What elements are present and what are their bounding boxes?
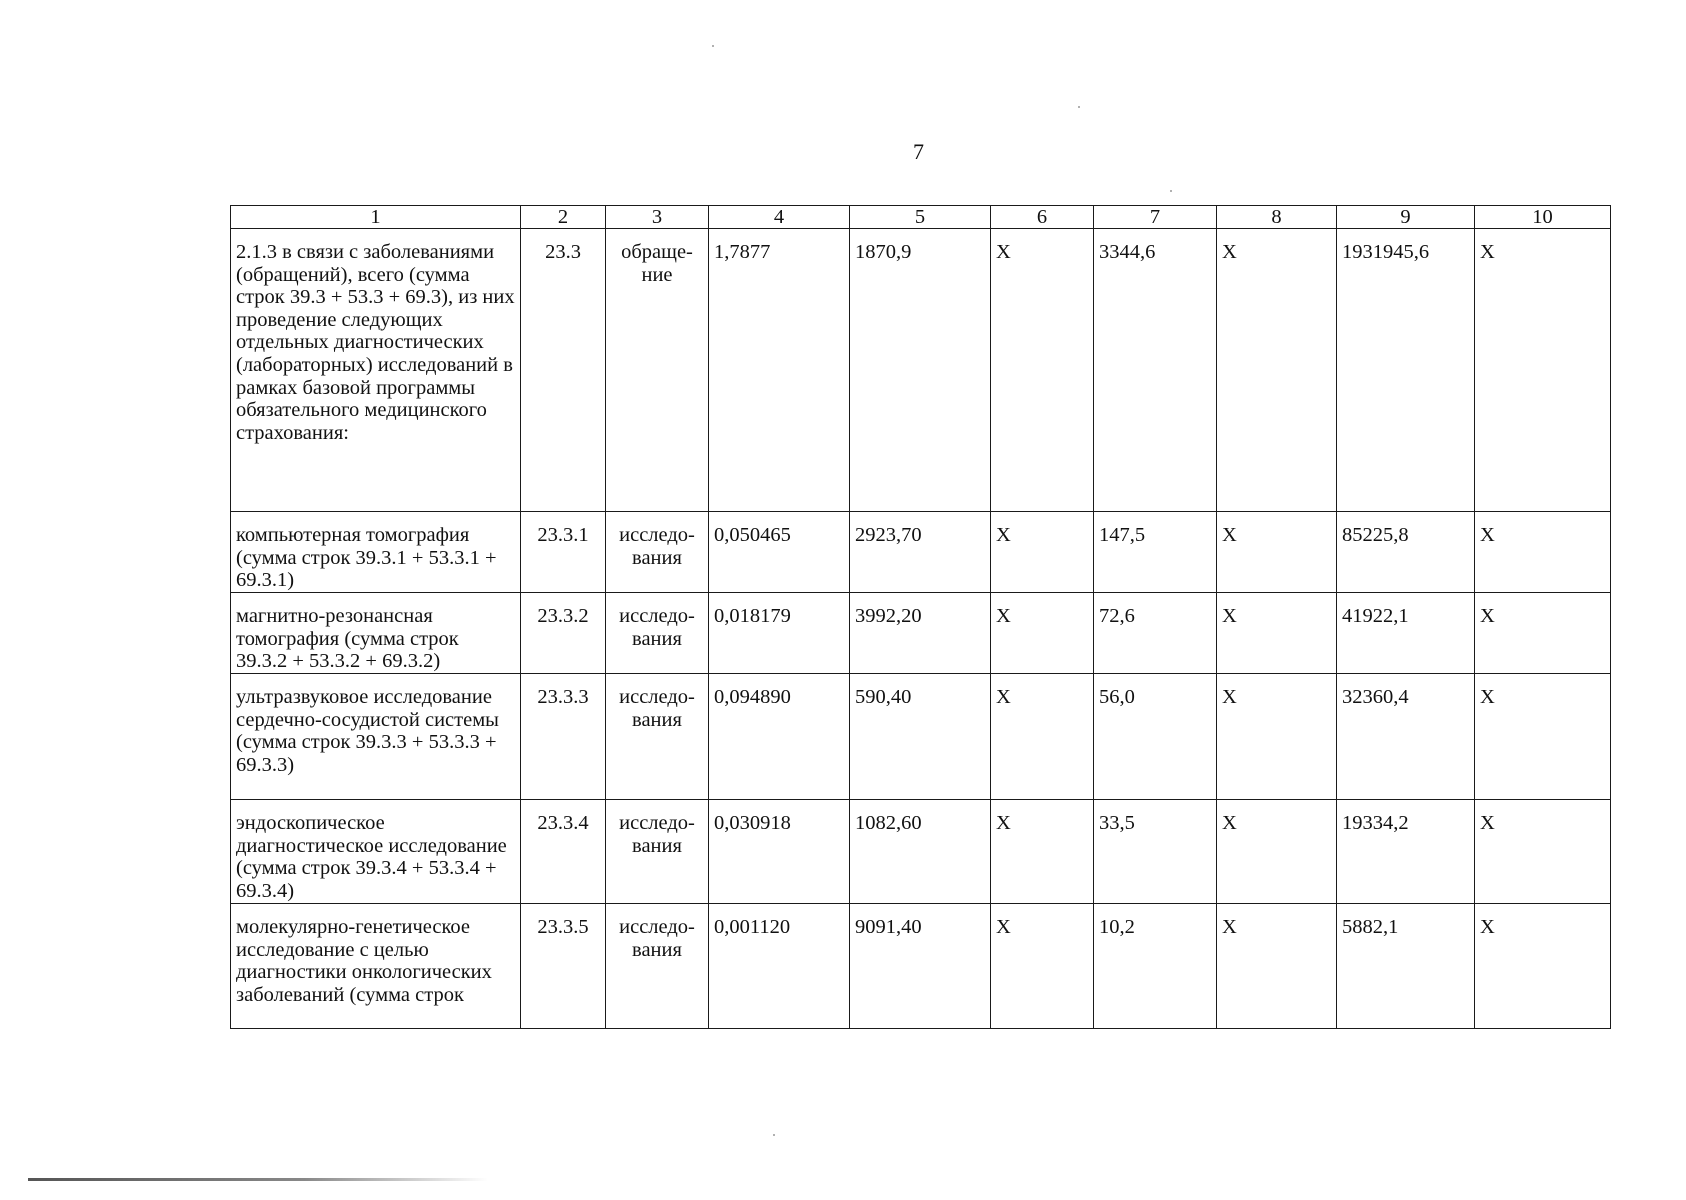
column-header-2: 2 xyxy=(521,206,606,229)
row-col5: 590,40 xyxy=(850,674,991,800)
row-col6: X xyxy=(991,800,1094,904)
data-table xyxy=(230,205,1611,1029)
row-col8: X xyxy=(1217,800,1337,904)
row-col6: X xyxy=(991,904,1094,1029)
row-col4: 0,018179 xyxy=(709,593,850,674)
column-header-3: 3 xyxy=(606,206,709,229)
scan-artifact-line xyxy=(28,1178,488,1181)
table-row xyxy=(231,674,1611,800)
row-code: 23.3.3 xyxy=(521,674,606,800)
row-col9: 1931945,6 xyxy=(1337,229,1475,512)
row-col9: 32360,4 xyxy=(1337,674,1475,800)
row-col7: 147,5 xyxy=(1094,512,1217,593)
row-col4: 0,050465 xyxy=(709,512,850,593)
row-col4: 0,030918 xyxy=(709,800,850,904)
column-header-9: 9 xyxy=(1337,206,1475,229)
table-row xyxy=(231,904,1611,1029)
column-header-10: 10 xyxy=(1475,206,1611,229)
row-col4: 0,001120 xyxy=(709,904,850,1029)
row-code: 23.3.5 xyxy=(521,904,606,1029)
row-unit: исследо-вания xyxy=(606,904,709,1029)
row-code: 23.3.4 xyxy=(521,800,606,904)
row-name: магнитно-резонансная томография (сумма строк 39.3.2 + 53.3.2 + 69.3.2) xyxy=(231,593,521,674)
row-col6: X xyxy=(991,674,1094,800)
row-col4: 1,7877 xyxy=(709,229,850,512)
column-header-7: 7 xyxy=(1094,206,1217,229)
scan-speck xyxy=(712,45,714,47)
row-col7: 33,5 xyxy=(1094,800,1217,904)
row-col10: X xyxy=(1475,800,1611,904)
row-col10: X xyxy=(1475,229,1611,512)
row-col9: 41922,1 xyxy=(1337,593,1475,674)
row-col5: 1870,9 xyxy=(850,229,991,512)
table-row xyxy=(231,229,1611,512)
scan-speck xyxy=(1170,190,1172,192)
row-col7: 3344,6 xyxy=(1094,229,1217,512)
row-name: 2.1.3 в связи с заболеваниями (обращений), всего (сумма строк 39.3 + 53.3 + 69.3), из них проведение следующих отдельных диагностических (лабораторных) исследований в рамках базовой программы обязательного медицинского страхования: xyxy=(231,229,521,512)
row-unit: исследо-вания xyxy=(606,512,709,593)
table-header xyxy=(231,206,1611,229)
scan-speck xyxy=(773,1134,775,1136)
row-name: эндоскопическое диагностическое исследование (сумма строк 39.3.4 + 53.3.4 + 69.3.4) xyxy=(231,800,521,904)
row-col7: 72,6 xyxy=(1094,593,1217,674)
row-col10: X xyxy=(1475,593,1611,674)
row-col10: X xyxy=(1475,512,1611,593)
row-col6: X xyxy=(991,229,1094,512)
row-name: ультразвуковое исследование сердечно-сосудистой системы (сумма строк 39.3.3 + 53.3.3 + 69.3.3) xyxy=(231,674,521,800)
row-col8: X xyxy=(1217,904,1337,1029)
row-col8: X xyxy=(1217,512,1337,593)
row-col8: X xyxy=(1217,674,1337,800)
column-header-6: 6 xyxy=(991,206,1094,229)
row-unit: обраще-ние xyxy=(606,229,709,512)
row-col5: 9091,40 xyxy=(850,904,991,1029)
row-col9: 85225,8 xyxy=(1337,512,1475,593)
row-col6: X xyxy=(991,512,1094,593)
row-col4: 0,094890 xyxy=(709,674,850,800)
row-name: молекулярно-генетическое исследование с целью диагностики онкологических заболеваний (сумма строк xyxy=(231,904,521,1029)
column-header-8: 8 xyxy=(1217,206,1337,229)
table-header-row xyxy=(231,206,1611,229)
row-col10: X xyxy=(1475,904,1611,1029)
table-row xyxy=(231,512,1611,593)
row-col9: 5882,1 xyxy=(1337,904,1475,1029)
row-unit: исследо-вания xyxy=(606,674,709,800)
row-col7: 56,0 xyxy=(1094,674,1217,800)
row-name: компьютерная томография (сумма строк 39.3.1 + 53.3.1 + 69.3.1) xyxy=(231,512,521,593)
row-col5: 3992,20 xyxy=(850,593,991,674)
column-header-4: 4 xyxy=(709,206,850,229)
column-header-1: 1 xyxy=(231,206,521,229)
row-col8: X xyxy=(1217,229,1337,512)
column-header-5: 5 xyxy=(850,206,991,229)
row-col5: 2923,70 xyxy=(850,512,991,593)
row-unit: исследо-вания xyxy=(606,800,709,904)
row-code: 23.3 xyxy=(521,229,606,512)
scan-speck xyxy=(1078,106,1080,108)
row-code: 23.3.1 xyxy=(521,512,606,593)
table-row xyxy=(231,800,1611,904)
row-col10: X xyxy=(1475,674,1611,800)
row-unit: исследо-вания xyxy=(606,593,709,674)
row-col7: 10,2 xyxy=(1094,904,1217,1029)
table-row xyxy=(231,593,1611,674)
table-body xyxy=(231,229,1611,1029)
row-col8: X xyxy=(1217,593,1337,674)
row-col5: 1082,60 xyxy=(850,800,991,904)
row-col6: X xyxy=(991,593,1094,674)
row-code: 23.3.2 xyxy=(521,593,606,674)
row-col9: 19334,2 xyxy=(1337,800,1475,904)
page-number: 7 xyxy=(913,139,924,164)
